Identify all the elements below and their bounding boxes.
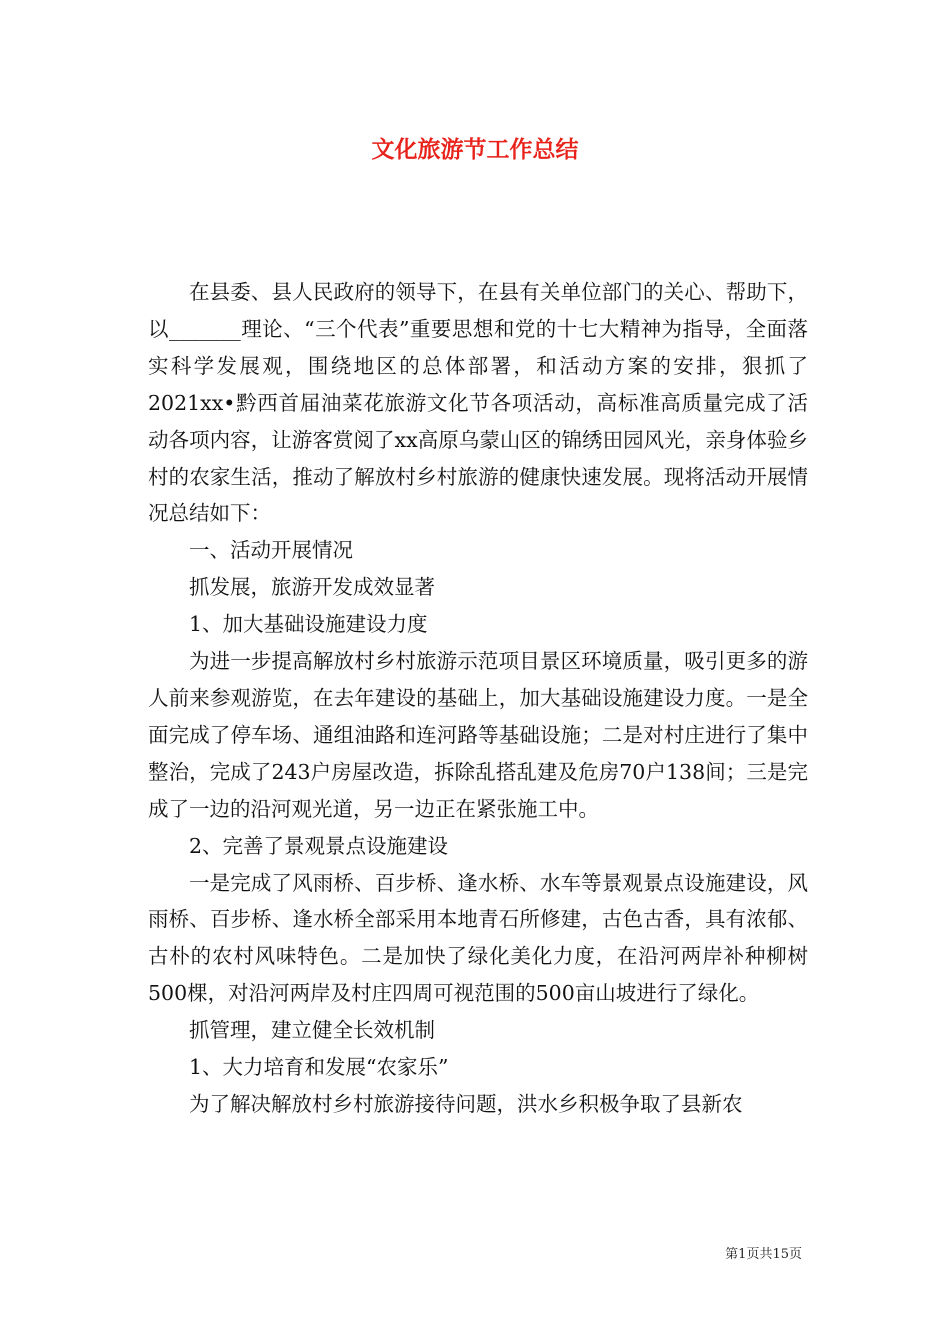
item-heading-scenic-spots: 2、完善了景观景点设施建设 xyxy=(189,833,449,858)
document-title: 文化旅游节工作总结 xyxy=(371,136,579,163)
paragraph-intro: 在县委、县人民政府的领导下，在县有关单位部门的关心、帮助下，以_______理论、“三个代表”重要思想和党的十七大精神为指导，全面落实科学发展观，围绕地区的总体部署，和活动方案的安排，狠抓了2021xx•黔西首届油菜花旅游文化节各项活动，高标准高质量完成了活动各项内容，让游客赏阅了xx高原乌蒙山区的锦绣田园风光，亲身体验乡村的农家生活，推动了解放村乡村旅游的健康快速发展。现将活动开展情况总结如下： xyxy=(148,280,808,526)
page-number-footer: 第1页共15页 xyxy=(725,1247,802,1262)
subheading-development: 抓发展，旅游开发成效显著 xyxy=(189,575,435,600)
subheading-management: 抓管理，建立健全长效机制 xyxy=(189,1018,435,1043)
item-heading-farmhouse: 1、大力培育和发展“农家乐” xyxy=(189,1055,449,1080)
item-heading-infrastructure: 1、加大基础设施建设力度 xyxy=(189,612,428,637)
paragraph-infrastructure: 为进一步提高解放村乡村旅游示范项目景区环境质量，吸引更多的游人前来参观游览，在去年建设的基础上，加大基础设施建设力度。一是全面完成了停车场、通组油路和连河路等基础设施；二是对村庄进行了集中整治，完成了243户房屋改造，拆除乱搭乱建及危房70户138间；三是完成了一边的沿河观光道，另一边正在紧张施工中。 xyxy=(148,649,808,821)
heading-section-1: 一、活动开展情况 xyxy=(189,538,353,563)
paragraph-scenic-spots: 一是完成了风雨桥、百步桥、逢水桥、水车等景观景点设施建设，风雨桥、百步桥、逢水桥全部采用本地青石所修建，古色古香，具有浓郁、古朴的农村风味特色。二是加快了绿化美化力度，在沿河两岸补种柳树500棵，对沿河两岸及村庄四周可视范围的500亩山坡进行了绿化。 xyxy=(148,870,808,1006)
paragraph-farmhouse: 为了解决解放村乡村旅游接待问题，洪水乡积极争取了县新农 xyxy=(189,1091,743,1116)
document-body xyxy=(148,274,808,1123)
